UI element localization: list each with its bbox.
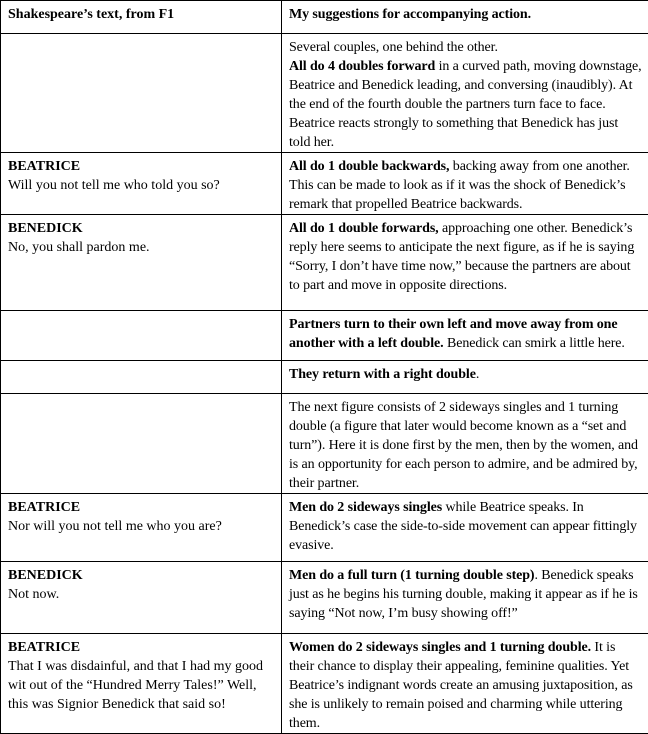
action-text: approaching one other. Benedick’s reply here seems to anticipate the next figure, as if he is saying “Sorry, I don’t have time now,” because the partners are about to part and move in opposite directions. — [289, 221, 634, 293]
shakespeare-cell — [1, 634, 282, 734]
action-bold: Partners turn to their own left and move away from one another with a left double. — [289, 317, 617, 351]
speaker-name: BEATRICE — [8, 500, 80, 515]
play-line: Will you not tell me who told you so? — [8, 178, 220, 193]
action-text: backing away from one another. This can be made to look as if it was the shock of Benedick’s remark that propelled Beatrice backwards. — [289, 159, 630, 212]
suggestion-cell — [282, 153, 648, 215]
table-row — [1, 153, 648, 215]
shakespeare-cell — [1, 494, 282, 562]
table-row — [1, 311, 648, 361]
action-text: . Benedick speaks just as he begins his turning double, making it appear as if he is saying “Not now, I’m busy showing off!” — [289, 568, 638, 621]
action-text: Benedick can smirk a little here. — [444, 336, 625, 351]
action-bold: Women do 2 sideways singles and 1 turning double. — [289, 640, 591, 655]
table-row — [1, 634, 648, 734]
suggestion-cell — [282, 361, 648, 394]
speaker-name: BEATRICE — [8, 640, 80, 655]
shakespeare-cell — [1, 215, 282, 311]
action-bold: Men do a full turn (1 turning double step) — [289, 568, 535, 583]
shakespeare-cell — [1, 361, 282, 394]
action-text: while Beatrice speaks. In Benedick’s case the side-to-side movement can appear fittingly evasive. — [289, 500, 637, 553]
shakespeare-cell — [1, 562, 282, 634]
suggestion-cell — [282, 494, 648, 562]
play-line: Nor will you not tell me who you are? — [8, 519, 222, 534]
action-text: . — [476, 367, 479, 382]
action-intro: Several couples, one behind the other. — [289, 38, 642, 57]
action-bold: All do 4 doubles forward — [289, 59, 435, 74]
table-row — [1, 494, 648, 562]
suggestion-cell — [282, 562, 648, 634]
header-left-label: Shakespeare’s text, from F1 — [8, 7, 174, 22]
table-row — [1, 361, 648, 394]
table-row — [1, 562, 648, 634]
action-text: in a curved path, moving downstage, Beatrice and Benedick leading, and conversing (inaudibly). At the end of the fourth double the partners turn face to face. Beatrice reacts strongly to something that Benedick has just told her. — [289, 59, 642, 150]
action-bold: Men do 2 sideways singles — [289, 500, 442, 515]
table-header-row — [1, 1, 648, 34]
play-line: No, you shall pardon me. — [8, 240, 150, 255]
action-bold: They return with a right double — [289, 367, 476, 382]
shakespeare-cell — [1, 394, 282, 494]
suggestion-cell — [282, 394, 648, 494]
table-row — [1, 394, 648, 494]
table-row — [1, 215, 648, 311]
table-row — [1, 34, 648, 153]
suggestion-cell — [282, 311, 648, 361]
action-text: It is their chance to display their appealing, feminine qualities. Yet Beatrice’s indignant words create an amusing juxtaposition, as she is unlikely to remain poised and charming while uttering them. — [289, 640, 633, 731]
suggestion-cell — [282, 34, 648, 153]
suggestion-cell — [282, 634, 648, 734]
action-bold: All do 1 double forwards, — [289, 221, 439, 236]
play-line: Not now. — [8, 587, 59, 602]
speaker-name: BENEDICK — [8, 568, 83, 583]
speaker-name: BEATRICE — [8, 159, 80, 174]
shakespeare-cell — [1, 34, 282, 153]
header-shakespeare-text — [1, 1, 282, 34]
shakespeare-cell — [1, 153, 282, 215]
action-bold: All do 1 double backwards, — [289, 159, 449, 174]
play-line: That I was disdainful, and that I had my good wit out of the “Hundred Merry Tales!” Well, this was Signior Benedick that said so! — [8, 659, 263, 712]
speaker-name: BENEDICK — [8, 221, 83, 236]
header-right-label: My suggestions for accompanying action. — [289, 7, 531, 22]
shakespeare-cell — [1, 311, 282, 361]
suggestion-cell — [282, 215, 648, 311]
action-text: The next figure consists of 2 sideways singles and 1 turning double (a figure that later would become known as a “set and turn”). Here it is done first by the men, then by the women, and is an opportunity for each person to admire, and be admired by, their partner. — [289, 400, 638, 491]
header-suggestions — [282, 1, 648, 34]
